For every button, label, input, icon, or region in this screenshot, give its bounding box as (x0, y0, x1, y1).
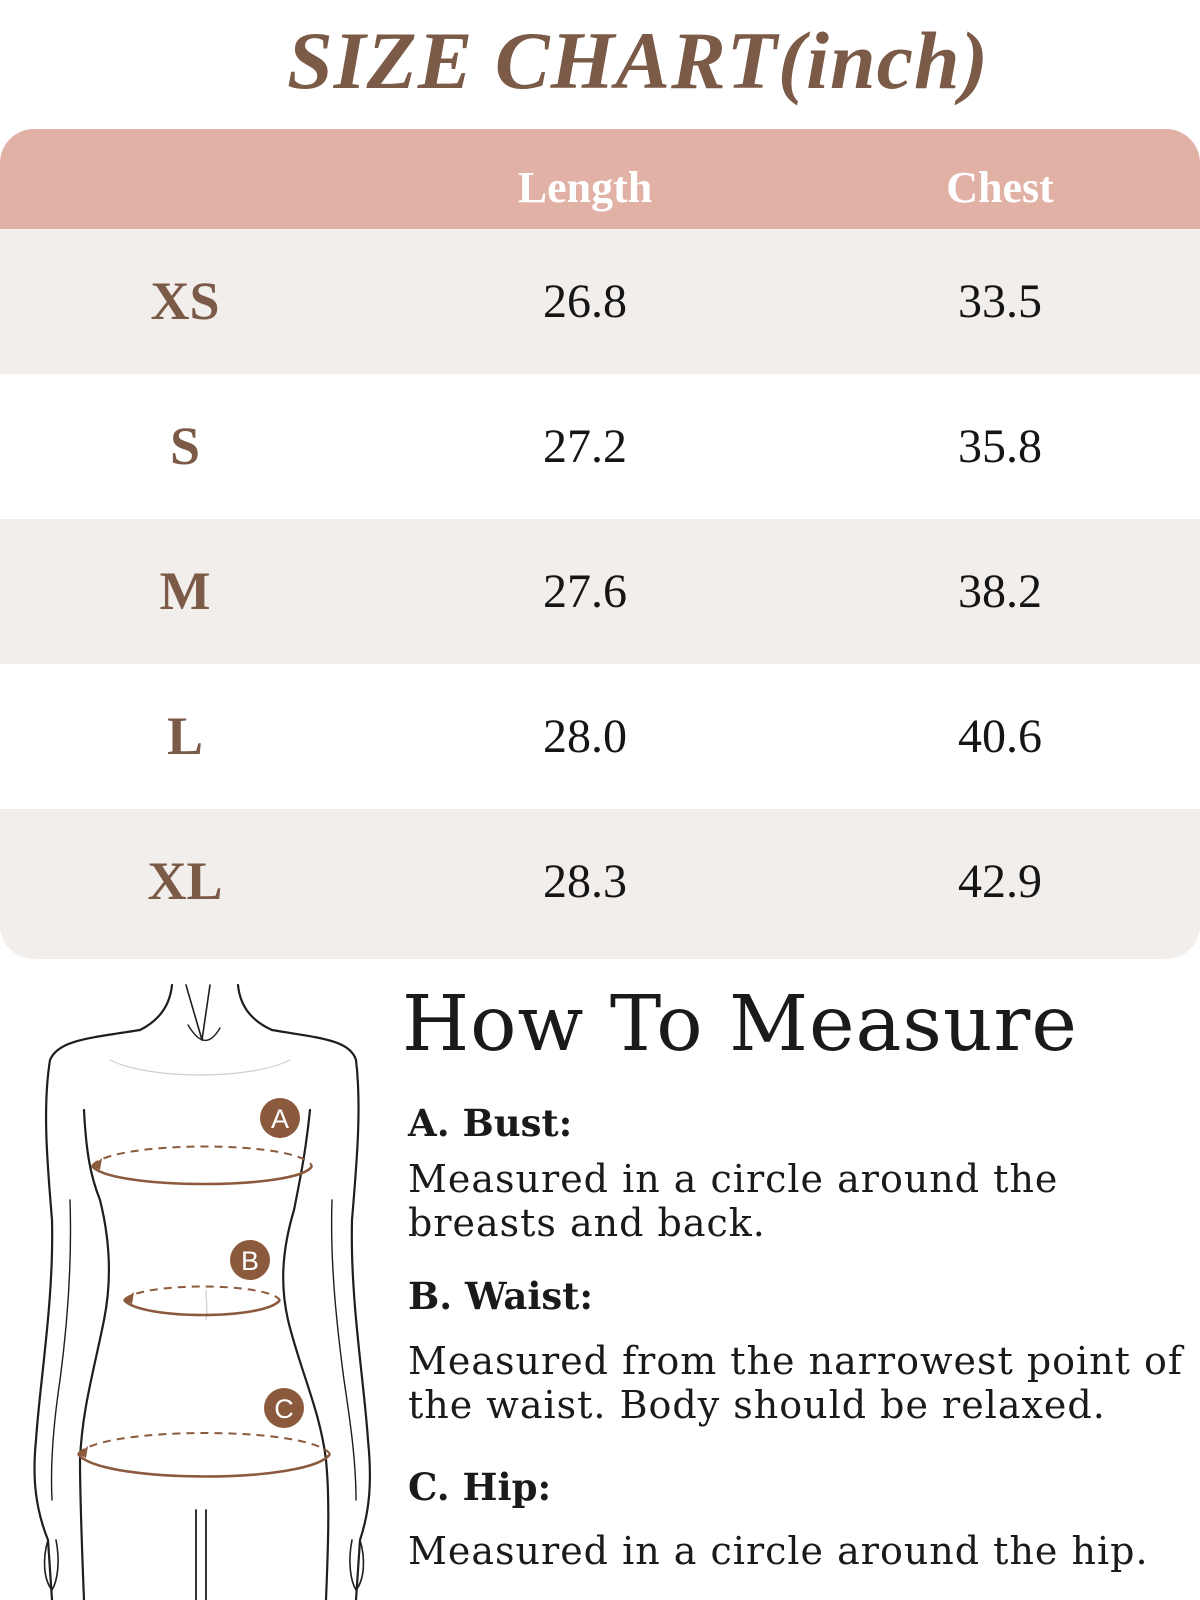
how-to-measure-heading: How To Measure (402, 980, 1078, 1069)
size-label: M (159, 561, 211, 621)
size-chart-table (0, 129, 1200, 959)
marker-b-label: B (240, 1246, 260, 1276)
table-row (0, 664, 1200, 809)
length-value: 27.2 (543, 420, 627, 473)
column-header-chest: Chest (946, 163, 1054, 212)
hip-label: C. Hip: (408, 1465, 552, 1509)
column-header-length: Length (517, 163, 653, 212)
chest-value: 40.6 (958, 710, 1042, 763)
size-label: L (166, 706, 204, 766)
length-value: 26.8 (543, 275, 627, 328)
chest-value: 38.2 (958, 565, 1042, 618)
chest-value: 42.9 (958, 855, 1042, 908)
bust-label: A. Bust: (408, 1101, 573, 1145)
hip-description: Measured in a circle around the hip. (408, 1529, 1149, 1573)
marker-c-icon (264, 1388, 304, 1428)
page-title: SIZE CHART(inch) (287, 15, 989, 106)
chest-value: 35.8 (958, 420, 1042, 473)
table-header-row (0, 129, 1200, 229)
marker-c-label: C (274, 1394, 294, 1424)
body-measurement-illustration (0, 975, 400, 1600)
marker-a-label: A (270, 1104, 290, 1134)
marker-b-icon (230, 1240, 270, 1280)
chest-value: 33.5 (958, 275, 1042, 328)
size-label: S (169, 416, 201, 476)
marker-a-icon (260, 1098, 300, 1138)
length-value: 27.6 (543, 565, 627, 618)
table-row (0, 374, 1200, 519)
length-value: 28.3 (543, 855, 627, 908)
table-row (0, 229, 1200, 374)
table-row (0, 519, 1200, 664)
size-label: XL (147, 851, 223, 911)
waist-description: Measured from the narrowest point of the waist. Body should be relaxed. (408, 1339, 1183, 1427)
bust-description: Measured in a circle around the breasts and back. (408, 1157, 1059, 1245)
table-row (0, 809, 1200, 954)
waist-label: B. Waist: (408, 1274, 593, 1318)
size-label: XS (150, 271, 220, 331)
length-value: 28.0 (543, 710, 627, 763)
